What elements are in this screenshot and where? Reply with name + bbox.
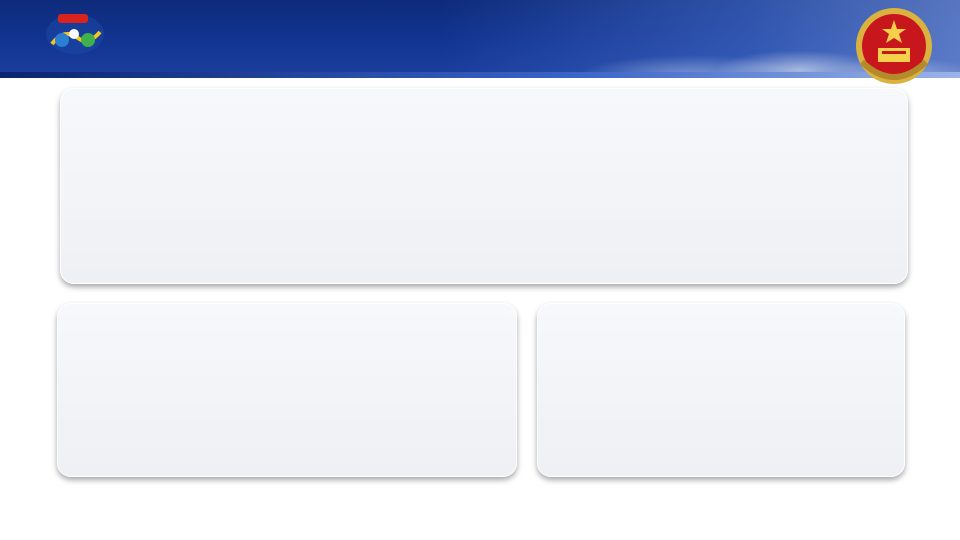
national-emblem-icon (848, 2, 940, 94)
preferential-policy-panel-regional (537, 303, 905, 477)
header-divider (0, 72, 960, 78)
preferential-policy-panel-national (57, 303, 517, 477)
header-banner (0, 0, 960, 78)
corporate-income-tax-panel (60, 88, 908, 284)
tax-logo-icon (44, 10, 106, 58)
